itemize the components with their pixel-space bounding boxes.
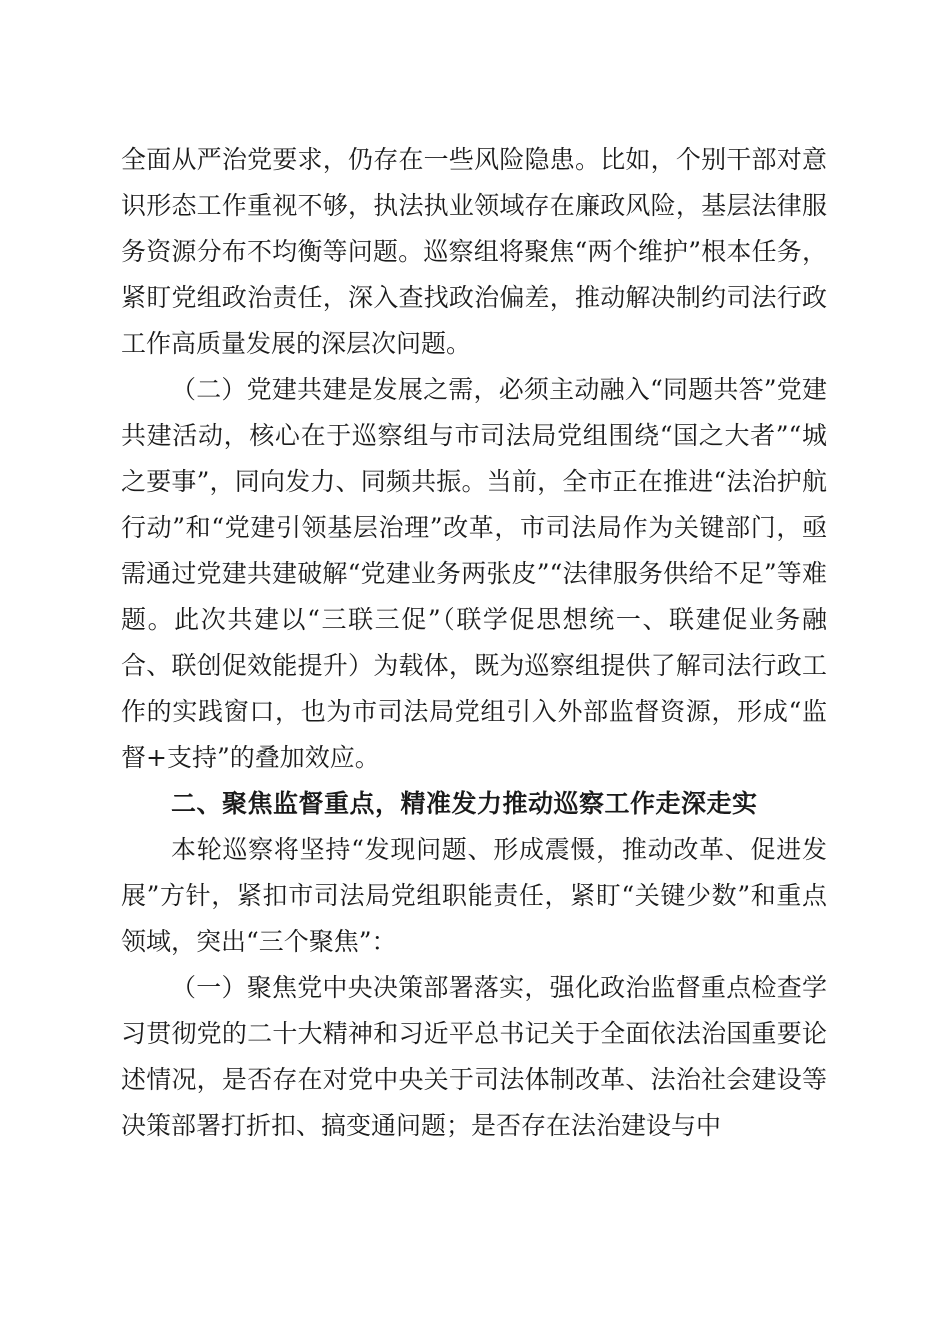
paragraph-inspection-policy: 本轮巡察将坚持“发现问题、形成震慑，推动改革、促进发展”方针，紧扣市司法局党组职能责任，紧盯“关键少数”和重点领域，突出“三个聚焦”： <box>121 835 827 956</box>
document-body <box>121 137 827 1149</box>
paragraph-continued: 全面从严治党要求，仍存在一些风险隐患。比如，个别干部对意识形态工作重视不够，执法执业领域存在廉政风险，基层法律服务资源分布不均衡等问题。巡察组将聚焦“两个维护”根本任务，紧盯党组政治责任，深入查找政治偏差，推动解决制约司法行政工作高质量发展的深层次问题。 <box>121 145 827 358</box>
paragraph-focus-one: （一）聚焦党中央决策部署落实，强化政治监督重点检查学习贯彻党的二十大精神和习近平总书记关于全面依法治国重要论述情况，是否存在对党中央关于司法体制改革、法治社会建设等决策部署打折扣、搞变通问题；是否存在法治建设与中 <box>121 973 827 1140</box>
section-heading-2: 二、聚焦监督重点，精准发力推动巡察工作走深走实 <box>171 789 758 818</box>
paragraph-party-building: （二）党建共建是发展之需，必须主动融入“同题共答”党建共建活动，核心在于巡察组与市司法局党组围绕“国之大者”“城之要事”，同向发力、同频共振。当前，全市正在推进“法治护航行动”和“党建引领基层治理”改革，市司法局作为关键部门，亟需通过党建共建破解“党建业务两张皮”“法律服务供给不足”等难题。此次共建以“三联三促”（联学促思想统一、联建促业务融合、联创促效能提升）为载体，既为巡察组提供了解司法行政工作的实践窗口，也为市司法局党组引入外部监督资源，形成“监督+支持”的叠加效应。 <box>121 375 827 772</box>
